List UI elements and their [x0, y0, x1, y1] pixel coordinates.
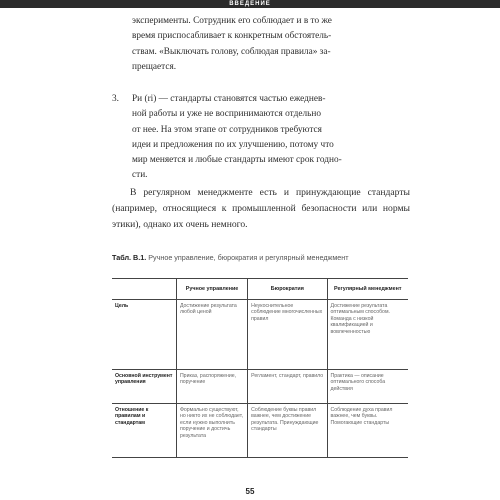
- table-header-cell: Бюрократия: [248, 279, 327, 300]
- running-header: ВВЕДЕНИЕ: [229, 1, 271, 7]
- table-caption-label: Табл. В.1.: [112, 253, 147, 262]
- table-row: [112, 300, 408, 370]
- table-header-cell: Регулярный менеджмент: [327, 279, 408, 300]
- text-line: мир меняется и любые стандарты имеют срок годно-: [132, 155, 342, 166]
- page-number: 55: [245, 487, 255, 496]
- text-line: от нее. На этом этапе от сотрудников требуются: [132, 124, 322, 135]
- table-caption-text: Ручное управление, бюрократия и регулярный менеджмент: [148, 253, 349, 262]
- text-line: прещается.: [132, 61, 177, 72]
- table-cell: Практика — описание оптимального способа действия: [327, 370, 408, 404]
- table-cell: Регламент, стандарт, правило: [248, 370, 327, 404]
- text-line: Ри (ri) — стандарты становятся частью ежеднев-: [132, 94, 326, 104]
- table-cell: Неукоснительное соблюдение многочисленных правил: [248, 300, 327, 370]
- table-header-cell: [112, 279, 176, 300]
- text-line: сти.: [132, 170, 148, 181]
- text-line: идеи и предложения по их улучшению, потому что: [132, 139, 334, 150]
- text-line: время приспосабливает к конкретным обстоятель-: [132, 31, 332, 42]
- text-line: ствам. «Выключать голову, соблюдая правила» за-: [132, 46, 331, 57]
- table-row: [112, 370, 408, 404]
- table-row-header: Цель: [112, 300, 176, 370]
- table-caption: [112, 253, 412, 263]
- text-line: эксперименты. Сотрудник его соблюдает и в то же: [132, 16, 332, 26]
- table-cell: Достижение результата оптимальным способом. Команда с низкой квалификацией и вовлеченностью: [327, 300, 408, 370]
- table-row-header: Основной инструмент управления: [112, 370, 176, 404]
- table-cell: Соблюдение буквы правил важнее, чем достижение результата. Принуждающие стандарты: [248, 404, 327, 458]
- table-cell: Достижение результата любой ценой: [176, 300, 247, 370]
- table-row-header: Отношение к правилам и стандартам: [112, 404, 176, 458]
- list-number: 3.: [112, 94, 119, 104]
- list-item-text: [132, 92, 410, 184]
- table-cell: Приказ, распоряжение, поручение: [176, 370, 247, 404]
- table-cell: Соблюдение духа правил важнее, чем буквы. Помогающие стандарты: [327, 404, 408, 458]
- text-line: ной работы и уже не воспринимаются отдельно: [132, 109, 321, 120]
- body-paragraph: В регулярном менеджменте есть и принуждающие стандарты (например, относящиеся к промышленной безопасности или нормы этики), однако их очень немного.: [112, 187, 410, 230]
- continuation-text: [132, 14, 410, 75]
- table-header-row: [112, 279, 408, 300]
- comparison-table: [112, 278, 408, 458]
- table-row: [112, 404, 408, 458]
- table-header-cell: Ручное управление: [176, 279, 247, 300]
- table-cell: Формально существуют, но никто их не соблюдает, если нужно выполнить поручение и достичь результата: [176, 404, 247, 458]
